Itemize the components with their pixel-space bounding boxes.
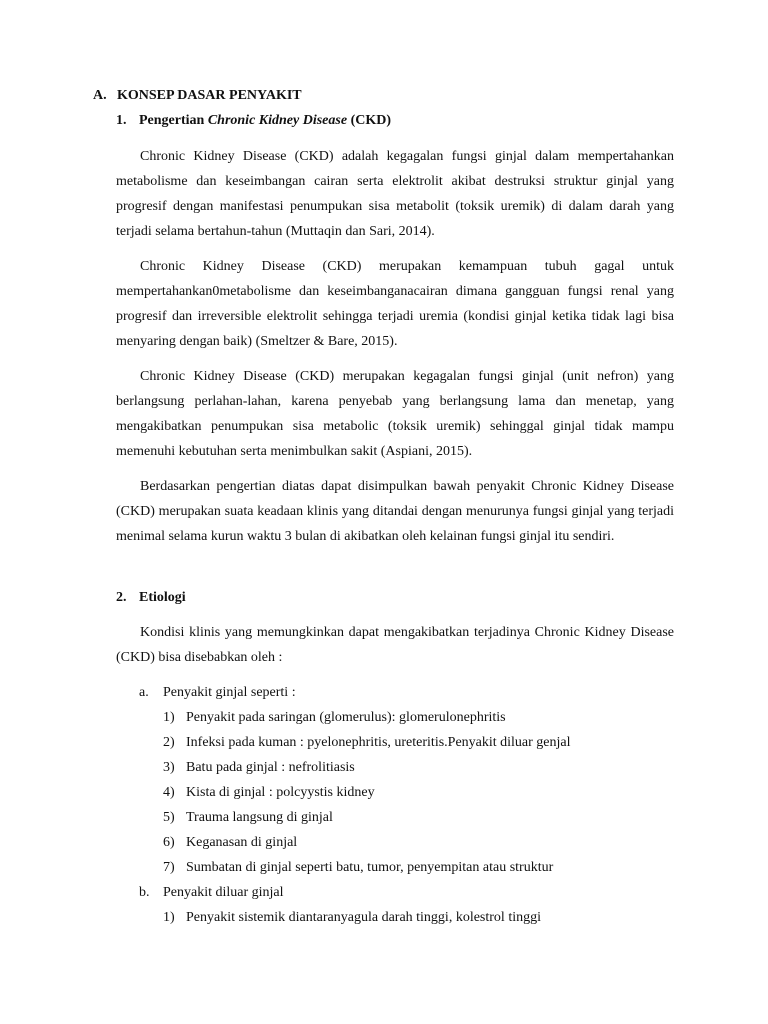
etiologi-title: Etiologi: [139, 590, 186, 605]
etiologi-marker: 2.: [116, 590, 127, 605]
paragraph: Chronic Kidney Disease (CKD) adalah kegagalan fungsi ginjal dalam mempertahankan metabolisme dan keseimbangan cairan serta elektrolit akibat destruksi struktur ginjal yang progresif dengan manifestasi penumpukan sisa metabolit (toksik uremik) di dalam darah yang terjadi selama bertahun-tahun (Muttaqin dan Sari, 2014).: [116, 149, 674, 239]
list-item: [163, 908, 541, 928]
list-text: Trauma langsung di ginjal: [186, 810, 333, 825]
list-text: Penyakit sistemik diantaranyagula darah tinggi, kolestrol tinggi: [186, 910, 541, 925]
list-item: [139, 883, 284, 903]
list-text: Sumbatan di ginjal seperti batu, tumor, penyempitan atau struktur: [186, 860, 554, 875]
list-item: [163, 833, 297, 853]
pengertian-title-pre: Pengertian: [139, 113, 208, 128]
etiologi-intro: Kondisi klinis yang memungkinkan dapat mengakibatkan terjadinya Chronic Kidney Disease (CKD) bisa disebabkan oleh :: [116, 625, 674, 665]
list-marker: 7): [163, 860, 175, 875]
list-item: [163, 858, 553, 878]
list-marker: 1): [163, 910, 175, 925]
list-item: [163, 758, 355, 778]
list-marker: 3): [163, 760, 175, 775]
list-text: Penyakit pada saringan (glomerulus): glomerulonephritis: [186, 710, 506, 725]
list-text: Batu pada ginjal : nefrolitiasis: [186, 760, 355, 775]
section-marker: A.: [93, 88, 107, 103]
section-title: KONSEP DASAR PENYAKIT: [117, 88, 302, 103]
pengertian-heading: [116, 111, 391, 131]
list-item: [163, 783, 375, 803]
pengertian-marker: 1.: [116, 113, 127, 128]
list-text: Kista di ginjal : polcyystis kidney: [186, 785, 375, 800]
list-text: Penyakit diluar ginjal: [163, 885, 284, 900]
list-marker: a.: [139, 685, 149, 700]
list-text: Keganasan di ginjal: [186, 835, 298, 850]
pengertian-title-italic: Chronic Kidney Disease: [207, 113, 348, 128]
pengertian-title-post: (CKD): [347, 113, 391, 128]
etiologi-heading: [116, 588, 186, 608]
list-text: Penyakit ginjal seperti :: [163, 685, 296, 700]
list-item: [139, 683, 296, 703]
section-heading: [93, 86, 302, 106]
list-marker: 4): [163, 785, 175, 800]
list-text: Infeksi pada kuman : pyelonephritis, ureteritis.Penyakit diluar genjal: [186, 735, 571, 750]
list-item: [163, 808, 333, 828]
list-item: [163, 708, 506, 728]
list-item: [163, 733, 571, 753]
list-marker: b.: [139, 885, 150, 900]
paragraph: Chronic Kidney Disease (CKD) merupakan kemampuan tubuh gagal untuk mempertahankan0metabolisme dan keseimbanganacairan dimana gangguan fungsi renal yang progresif dan irreversible elektrolit sehingga terjadi uremia (kondisi ginjal ketika tidak lagi bisa menyaring dengan baik) (Smeltzer & Bare, 2015).: [116, 259, 674, 349]
list-marker: 2): [163, 735, 175, 750]
list-marker: 1): [163, 710, 175, 725]
list-marker: 6): [163, 835, 175, 850]
paragraph: Berdasarkan pengertian diatas dapat disimpulkan bawah penyakit Chronic Kidney Disease (CKD) merupakan suata keadaan klinis yang ditandai dengan menurunya fungsi ginjal yang terjadi menimal selama kurun waktu 3 bulan di akibatkan oleh kelainan fungsi ginjal itu sendiri.: [116, 479, 674, 544]
list-marker: 5): [163, 810, 175, 825]
paragraph: Chronic Kidney Disease (CKD) merupakan kegagalan fungsi ginjal (unit nefron) yang berlangsung perlahan-lahan, karena penyebab yang berlangsung lama dan menetap, yang mengakibatkan penumpukan sisa metabolic (toksik uremik) sehinggal ginjal tidak mampu memenuhi kebutuhan serta menimbulkan sakit (Aspiani, 2015).: [116, 369, 674, 459]
